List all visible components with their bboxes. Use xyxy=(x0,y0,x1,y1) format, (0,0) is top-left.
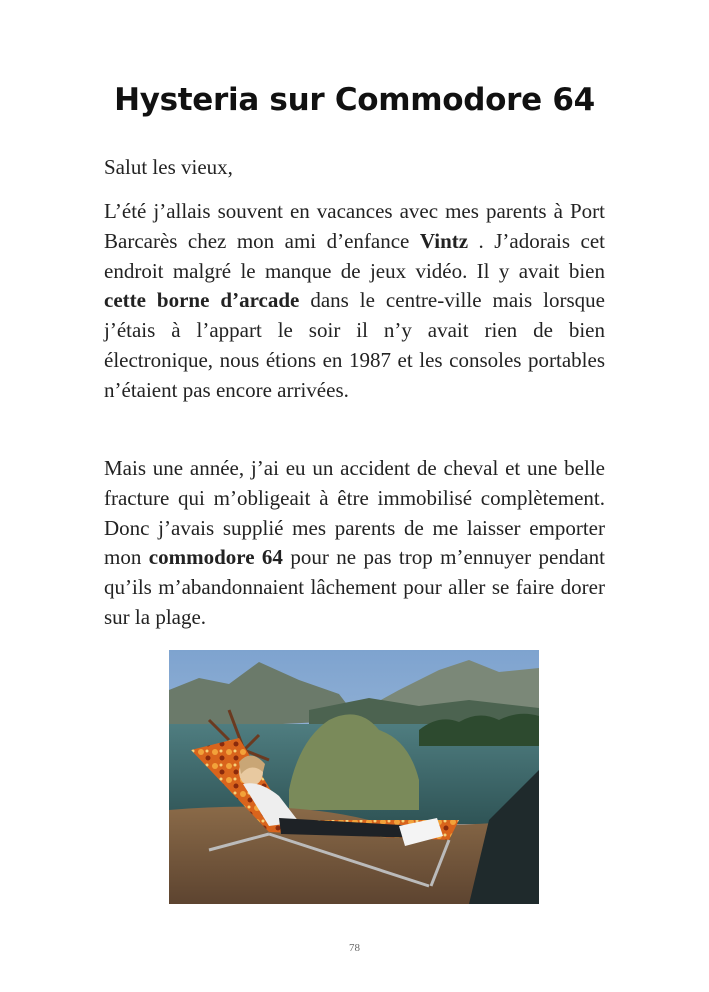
greeting: Salut les vieux, xyxy=(104,155,233,179)
paragraph-text: dans le centre-ville mais lorsque j’étais à l’appart le soir il n’y avait rien de bien électronique, nous étions en 1987 et les consoles portables n’étaient pas encore arrivées. xyxy=(104,288,605,402)
bold-link[interactable]: cette borne d’arcade xyxy=(104,288,300,313)
paragraph-2 xyxy=(104,454,605,633)
paragraph-text: Mais une année, j’ai eu un accident de cheval et une belle fracture qui m’obligeait à être immobilisé complètement. Donc j’avais supplié mes parents de me laisser emporter mon xyxy=(104,456,605,570)
paragraph-1 xyxy=(104,197,605,406)
bold-link[interactable]: Vintz xyxy=(419,228,469,253)
photo-lakeside-lounger xyxy=(169,650,539,904)
page-title: Hysteria sur Commodore 64 xyxy=(114,82,595,118)
paragraph-text: L’été j’allais souvent en vacances avec mes parents à Port Barcarès chez mon ami d’enfance xyxy=(104,199,605,253)
bold-link[interactable]: commodore 64 xyxy=(148,545,283,570)
paragraph-text: pour ne pas trop m’ennuyer pendant qu’ils m’abandonnaient lâchement pour aller se faire dorer sur la plage. xyxy=(104,545,606,629)
paragraph-text: . J’adorais cet endroit malgré le manque de jeux vidéo. Il y avait bien xyxy=(104,228,605,283)
page-number: 78 xyxy=(349,942,360,954)
